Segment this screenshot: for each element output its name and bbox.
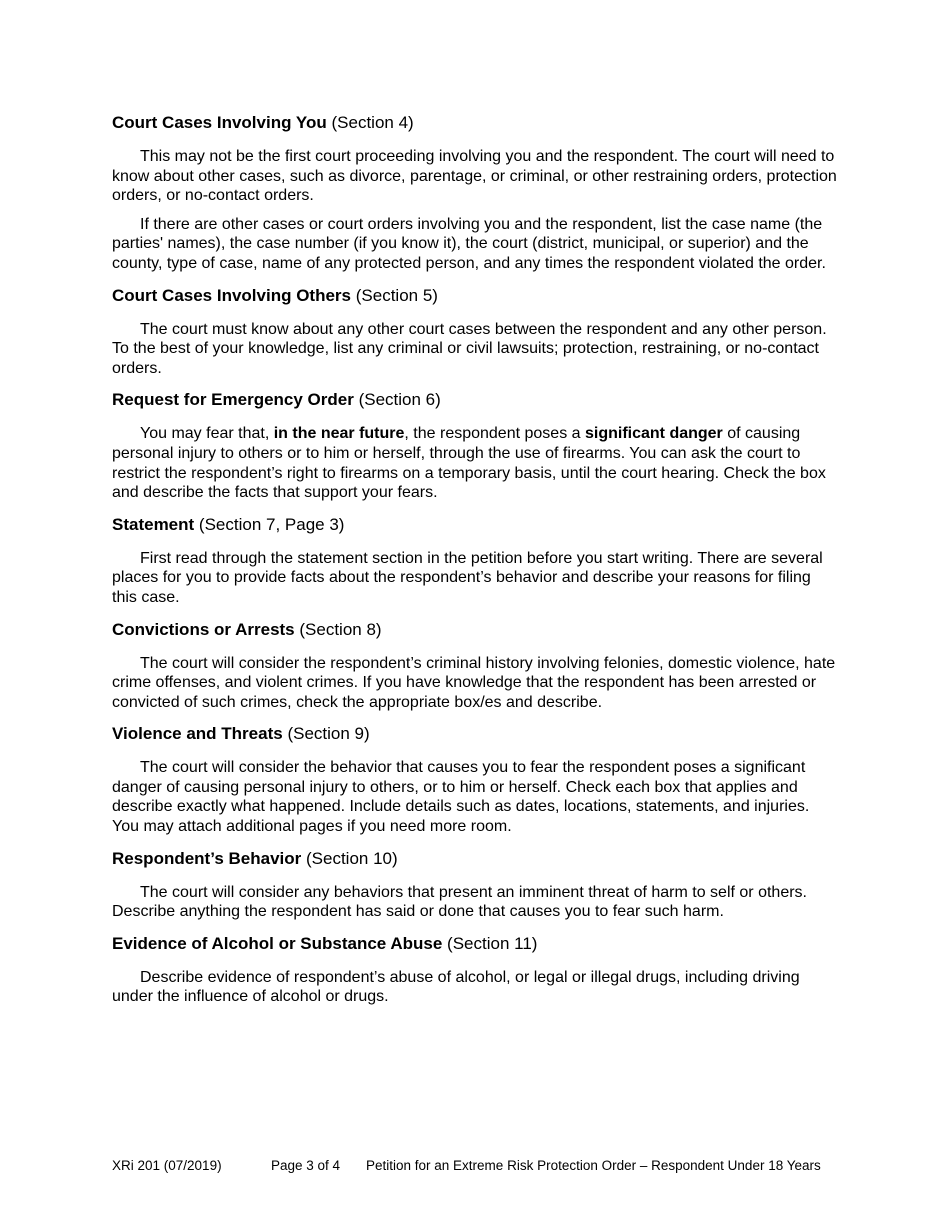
section-substance-abuse — [112, 932, 840, 1007]
page-number: Page 3 of 4 — [271, 1158, 341, 1173]
section-convictions — [112, 618, 840, 713]
section-title: Respondent’s Behavior — [112, 848, 302, 868]
section-heading — [112, 932, 840, 956]
section-heading — [112, 388, 840, 412]
section-ref: (Section 6) — [358, 390, 441, 410]
paragraph: The court must know about any other court cases between the respondent and any other person. To the best of your knowledge, list any criminal or civil lawsuits; protection, restraining, or no-contact orders. — [112, 320, 827, 377]
paragraph: First read through the statement section in the petition before you start writing. There are several places for you to provide facts about the respondent’s behavior and describe your reasons for filing this case. — [112, 549, 823, 606]
page-footer — [112, 1157, 840, 1175]
paragraph — [112, 424, 840, 502]
paragraph: The court will consider the behavior that causes you to fear the respondent poses a significant danger of causing personal injury to others, or to him or herself. Check each box that applies and describe exactly what happened. Include details such as dates, locations, statements, and injuries. You may attach additional pages if you need more room. — [112, 759, 810, 836]
paragraph: The court will consider the respondent’s criminal history involving felonies, domestic violence, hate crime offenses, and violent crimes. If you have knowledge that the respondent has been arrested or convicted of such crimes, check the appropriate box/es and describe. — [112, 654, 836, 711]
section-heading — [112, 847, 840, 871]
section-ref: (Section 8) — [299, 619, 382, 639]
emphasis-near-future: in the near future — [273, 425, 405, 443]
section-title: Request for Emergency Order — [112, 390, 354, 410]
section-heading — [112, 284, 840, 308]
section-court-cases-you — [112, 111, 840, 274]
paragraph: Describe evidence of respondent’s abuse of alcohol, or legal or illegal drugs, including driving under the influence of alcohol or drugs. — [112, 968, 800, 1006]
section-ref: (Section 5) — [355, 285, 438, 305]
paragraph: The court will consider any behaviors that present an imminent threat of harm to self or others. Describe anything the respondent has said or done that causes you to fear such harm. — [112, 883, 807, 921]
section-court-cases-others — [112, 284, 840, 379]
section-title: Court Cases Involving You — [112, 113, 327, 132]
document-body — [112, 111, 840, 1016]
text-run: of causing personal injury to others or to him or herself, through the use of firearms. You can ask the court to restrict the respondent’s right to firearms on a temporary basis, until the court hearing. Check the box and describe the facts that support your fears. — [112, 425, 826, 502]
section-heading — [112, 111, 840, 135]
section-heading — [112, 513, 840, 537]
section-title: Convictions or Arrests — [112, 619, 295, 639]
section-title: Court Cases Involving Others — [112, 285, 351, 305]
section-emergency-order — [112, 388, 840, 502]
paragraph: If there are other cases or court orders involving you and the respondent, list the case name (the parties' names), the case number (if you know it), the court (district, municipal, or superior) and the county, type of case, name of any protected person, and any times the respondent violated the order. — [112, 215, 826, 272]
section-title: Statement — [112, 514, 195, 534]
paragraph: This may not be the first court proceeding involving you and the respondent. The court will need to know about other cases, such as divorce, parentage, or criminal, or other restraining orders, protection orders, or no-contact orders. — [112, 148, 837, 205]
form-code: XRi 201 (07/2019) — [112, 1158, 222, 1173]
section-ref: (Section 4) — [331, 113, 414, 132]
text-run: You may fear that, — [140, 425, 274, 443]
section-ref: (Section 11) — [447, 933, 538, 953]
text-run: , the respondent poses a — [404, 425, 585, 443]
section-title: Violence and Threats — [112, 724, 283, 744]
section-heading — [112, 722, 840, 746]
section-ref: (Section 9) — [287, 724, 370, 744]
emphasis-significant-danger: significant danger — [584, 425, 723, 443]
section-ref: (Section 10) — [305, 848, 398, 868]
form-title: Petition for an Extreme Risk Protection Order – Respondent Under 18 Years — [366, 1158, 821, 1173]
section-title: Evidence of Alcohol or Substance Abuse — [112, 933, 443, 953]
section-violence-threats — [112, 722, 840, 836]
section-heading — [112, 618, 840, 642]
section-statement — [112, 513, 840, 608]
section-ref: (Section 7, Page 3) — [198, 514, 345, 534]
section-respondent-behavior — [112, 847, 840, 922]
